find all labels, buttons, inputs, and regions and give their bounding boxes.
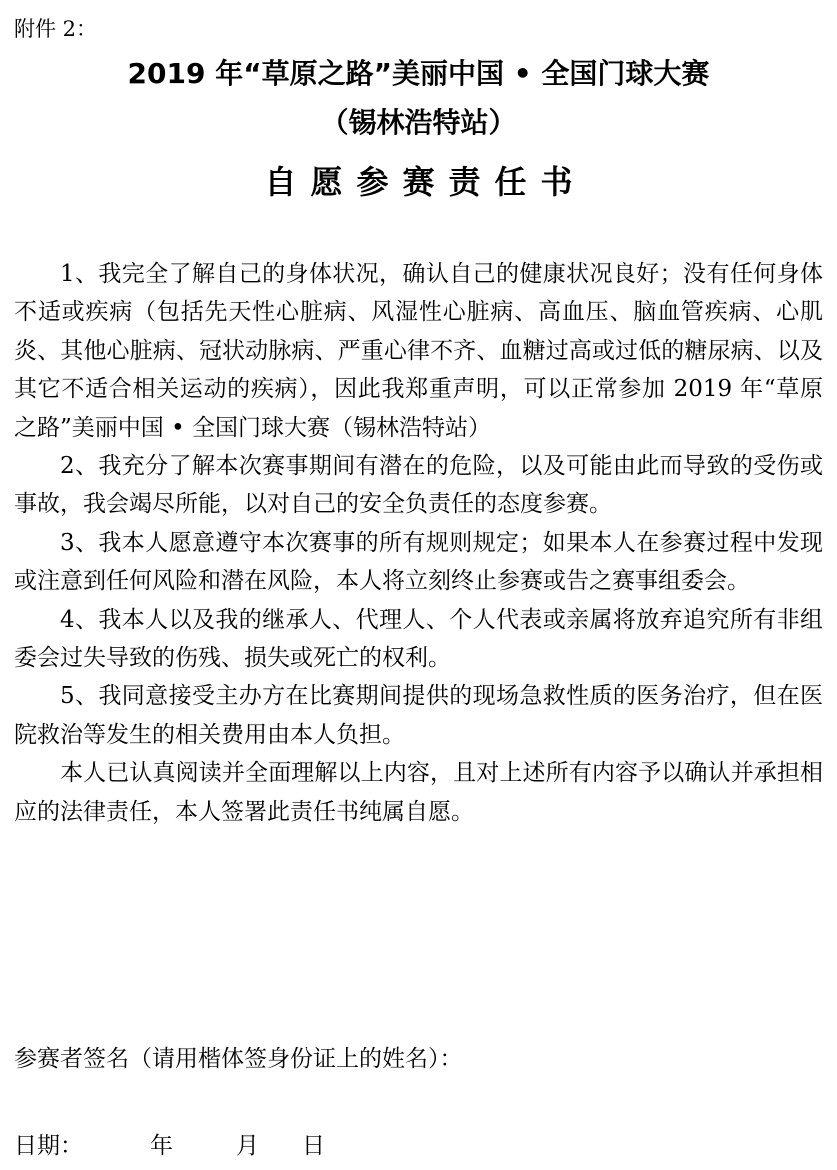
date-year-label: 年 <box>150 1133 173 1159</box>
document-body <box>14 255 823 831</box>
document-heading: 自愿参赛责任书 <box>264 163 587 201</box>
clause-5: 5、我同意接受主办方在比赛期间提供的现场急救性质的医务治疗，但在医院救治等发生的相关费用由本人负担。 <box>14 683 823 748</box>
clause-4: 4、我本人以及我的继承人、代理人、个人代表或亲属将放弃追究所有非组委会过失导致的伤残、损失或死亡的权利。 <box>14 606 823 672</box>
date-label: 日期： <box>14 1133 83 1159</box>
attachment-label: 附件 2： <box>14 17 98 41</box>
document-title: 2019 年“草原之路”美丽中国 • 全国门球大赛 <box>127 57 710 90</box>
clause-1: 1、我完全了解自己的身体状况，确认自己的健康状况良好；没有任何身体不适或疾病（包括先天性心脏病、风湿性心脏病、高血压、脑血管疾病、心肌炎、其他心脏病、冠状动脉病、严重心律不齐、血糖过高或过低的糖尿病、以及其它不适合相关运动的疾病），因此我郑重声明，可以正常参加 2019 年“草原之路”美丽中国 • 全国门球大赛（锡林浩特站） <box>14 261 823 441</box>
clause-3: 3、我本人愿意遵守本次赛事的所有规则规定；如果本人在参赛过程中发现或注意到任何风险和潜在风险，本人将立刻终止参赛或告之赛事组委会。 <box>14 529 823 595</box>
date-month-label: 月 <box>236 1133 259 1159</box>
date-day-label: 日 <box>302 1133 325 1159</box>
declaration-paragraph: 本人已认真阅读并全面理解以上内容，且对上述所有内容予以确认并承担相应的法律责任，本人签署此责任书纯属自愿。 <box>14 760 823 825</box>
signature-label: 参赛者签名（请用楷体签身份证上的姓名）： <box>14 1046 463 1072</box>
document-subtitle-venue: （锡林浩特站） <box>320 106 517 139</box>
clause-2: 2、我充分了解本次赛事期间有潜在的危险，以及可能由此而导致的受伤或事故，我会竭尽所能，以对自己的安全负责任的态度参赛。 <box>14 453 823 518</box>
date-row <box>14 1127 325 1165</box>
